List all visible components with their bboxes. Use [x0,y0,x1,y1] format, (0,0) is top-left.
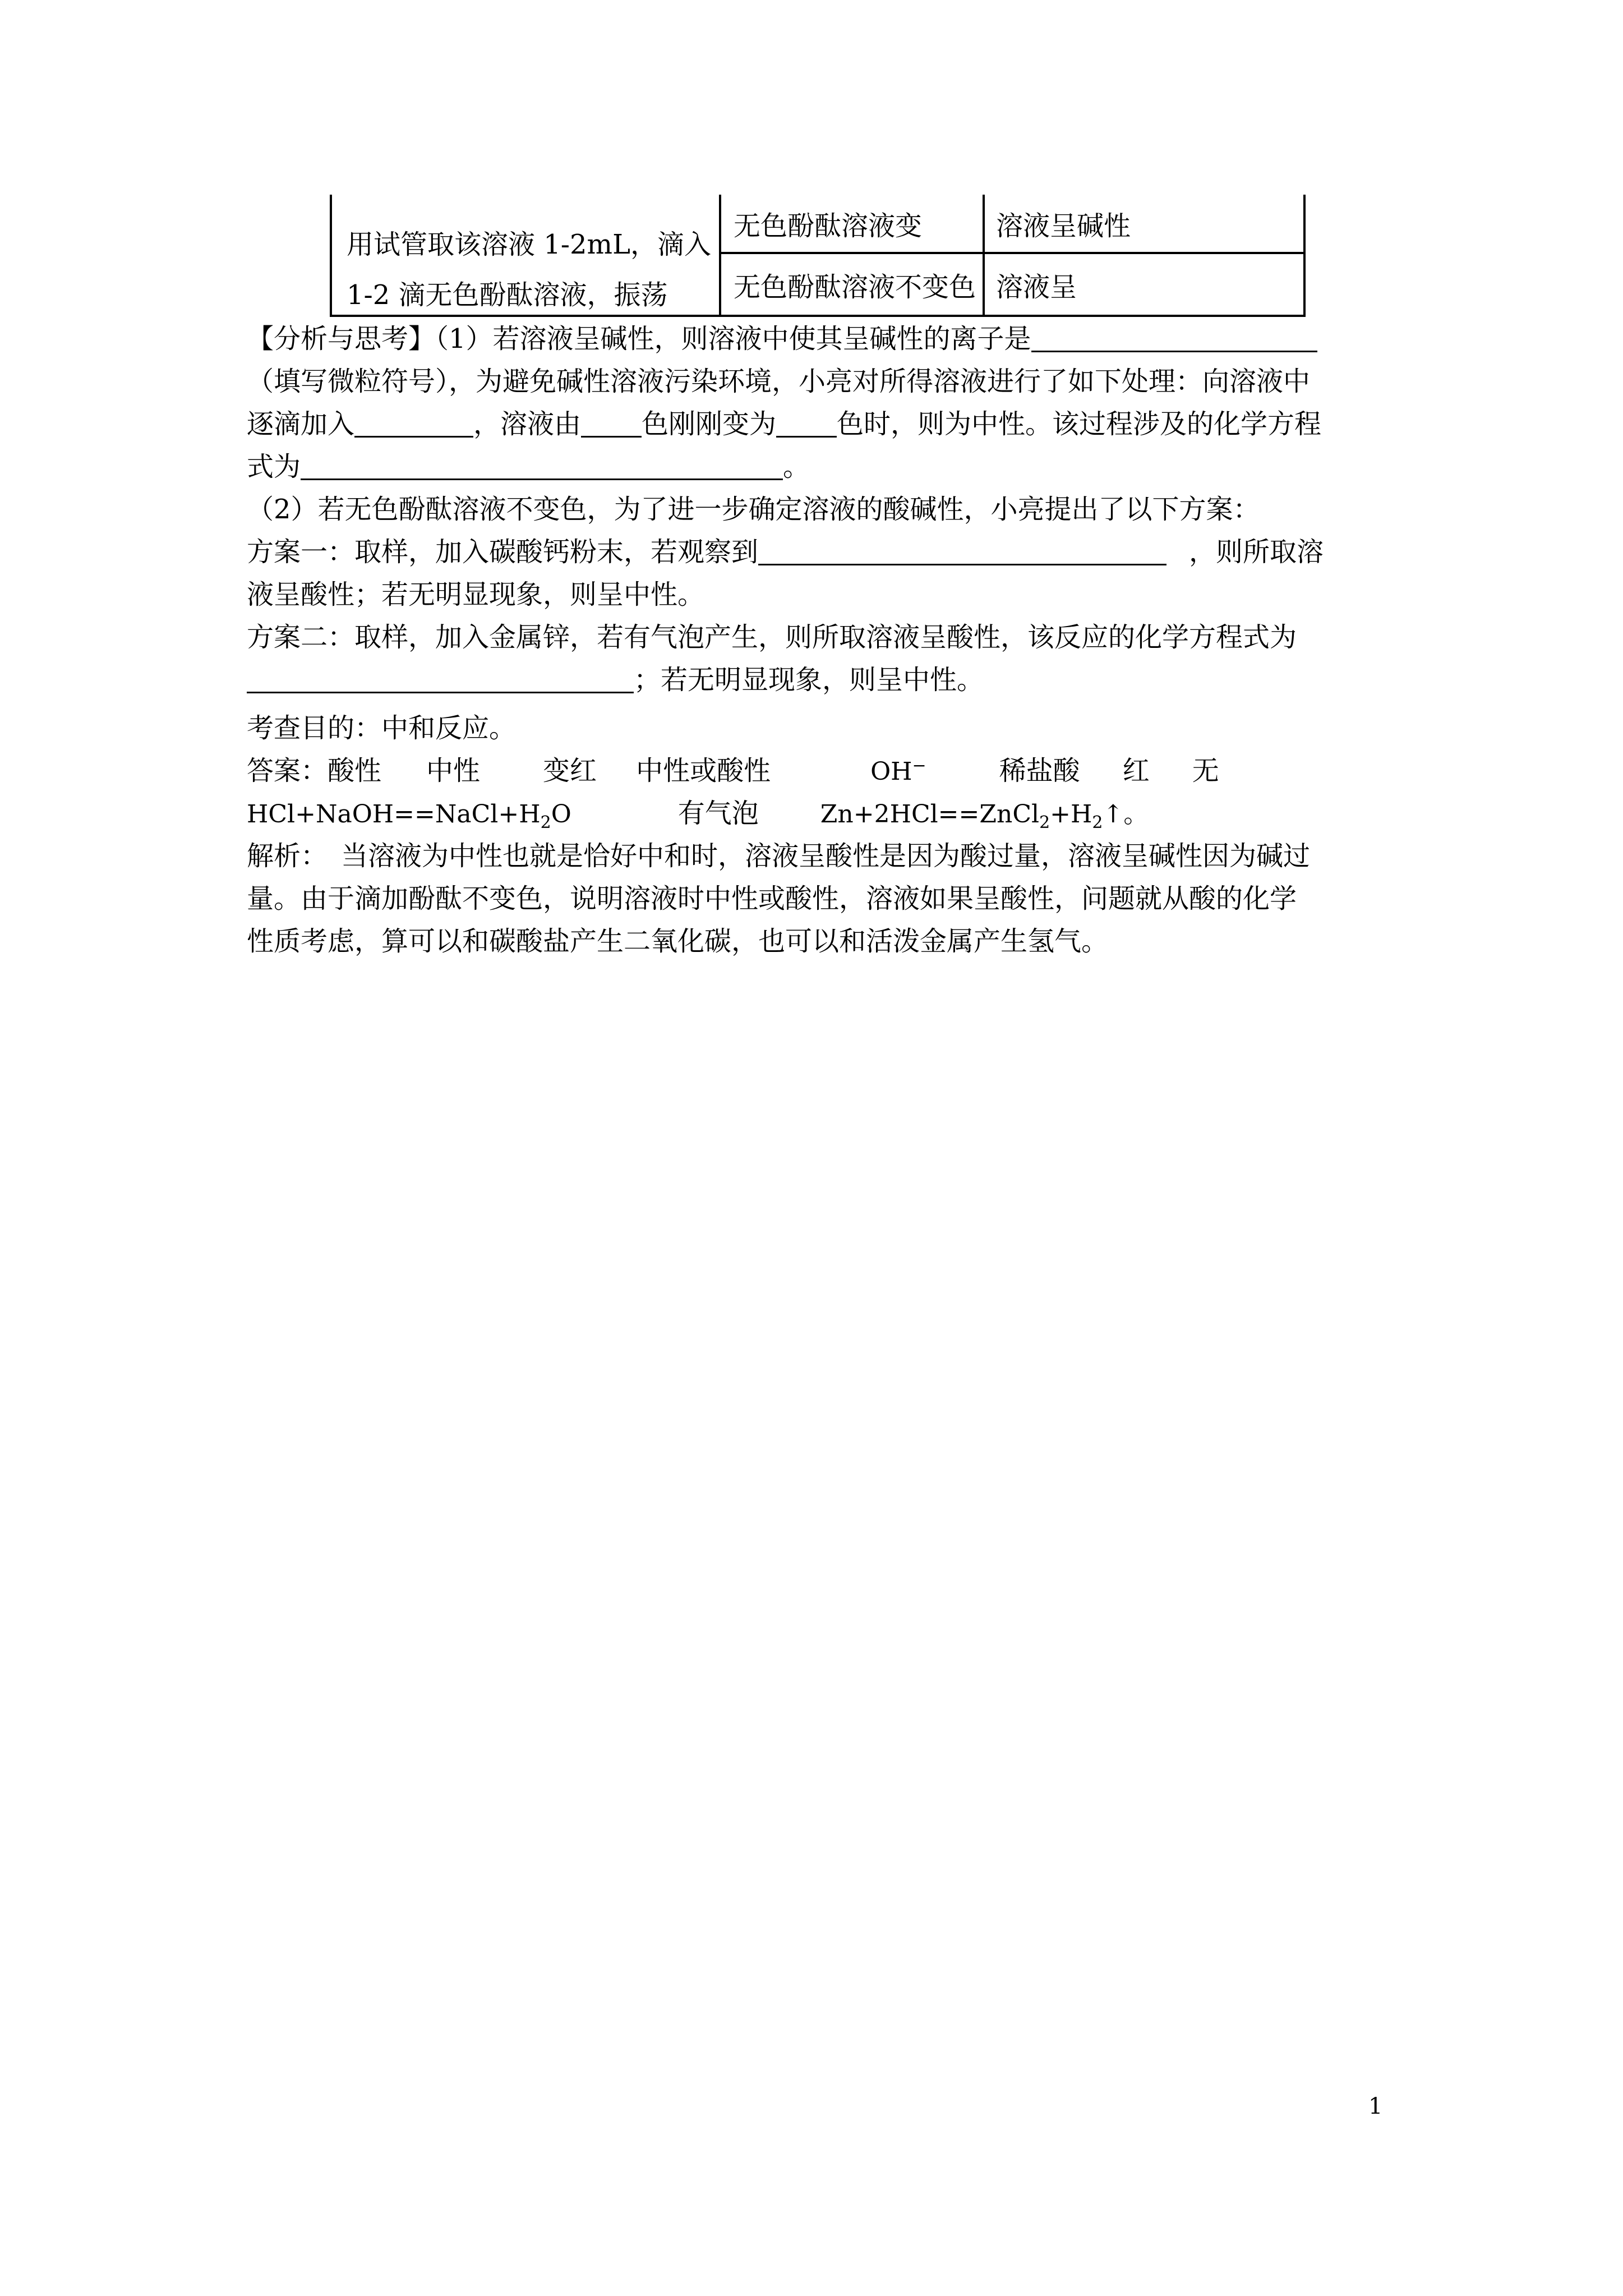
answer-item [870,757,926,786]
text-segment: ，溶液由 [473,408,582,440]
operation-cell [332,195,721,315]
phenomenon-cell: 无色酚酞溶液变 [734,210,923,242]
subscript: 2 [1039,812,1050,832]
explanation-line-3: 性质考虑，算可以和碳酸盐产生二氧化碳，也可以和活泼金属产生氢气。 [247,926,1109,957]
analysis-line-9 [247,660,1391,700]
equation-zinc [820,800,1149,832]
analysis-line-1 [247,319,1391,359]
equation-part: HCl+NaOH==NaCl+H [247,800,541,829]
answer-blank [581,408,642,438]
text-segment: 方案一：取样，加入碳酸钙粉末，若观察到 [247,536,759,568]
ion-symbol: OH [870,757,912,786]
answer-item: 酸性 [328,755,382,786]
answer-blank [1031,323,1317,352]
equation-neutralization [247,800,571,832]
operation-text [347,219,717,320]
answer-blank [758,536,1166,565]
answer-item: 无 [1192,755,1219,786]
text-segment: 逐滴加入 [247,408,355,440]
answer-item: 红 [1122,755,1150,786]
analysis-line-4 [247,447,1391,487]
analysis-line-6 [247,532,1391,572]
answer-blank [247,664,634,693]
purpose-line: 考查目的：中和反应。 [247,712,517,744]
conclusion-cell: 溶液呈 [996,271,1077,303]
equation-part: Zn+2HCl==ZnCl [820,800,1040,829]
answer-item: 稀盐酸 [999,755,1080,786]
analysis-line-5: （2）若无色酚酞溶液不变色，为了进一步确定溶液的酸碱性，小亮提出了以下方案： [247,494,1260,525]
answer-line-1 [247,751,1391,792]
table-column-divider [983,195,985,315]
text-segment: ；若无明显现象，则呈中性。 [634,664,984,696]
operation-line-2: 1-2 滴无色酚酞溶液，振荡 [347,279,668,311]
subscript: 2 [1092,812,1103,832]
equation-part: ↑。 [1103,800,1149,829]
explanation-line-1: 解析： 当溶液为中性也就是恰好中和时，溶液呈酸性是因为酸过量，溶液呈碱性因为碱过 [247,840,1311,872]
answer-blank [354,408,473,438]
operation-line-1: 用试管取该溶液 1-2mL，滴入 [347,229,711,260]
text-segment: 。 [783,451,810,482]
answer-blank [776,408,837,438]
answer-label: 答案： [247,755,328,786]
explanation-line-2: 量。由于滴加酚酞不变色，说明溶液时中性或酸性，溶液如果呈酸性，问题就从酸的化学 [247,883,1297,914]
equation-part: O [551,800,571,829]
answer-item: 中性 [426,755,481,786]
text-segment: ，则所取溶 [1189,536,1324,568]
equation-part: +H [1050,800,1092,829]
table-row [721,195,1303,254]
answer-item: 变红 [543,755,597,786]
analysis-line-2: （填写微粒符号），为避免碱性溶液污染环境，小亮对所得溶液进行了如下处理：向溶液中 [247,366,1311,397]
page-number: 1 [1368,2093,1383,2119]
analysis-line-8: 方案二：取样，加入金属锌，若有气泡产生，则所取溶液呈酸性，该反应的化学方程式为 [247,622,1297,653]
answer-blank [301,450,783,480]
phenomenon-cell: 无色酚酞溶液不变色 [734,271,976,303]
text-segment: 色刚刚变为 [642,408,777,440]
table-row [721,254,1303,315]
answer-line-2 [247,793,1391,835]
answer-item: 有气泡 [677,798,759,829]
answer-item: 中性或酸性 [636,755,771,786]
ion-charge: − [912,756,926,776]
analysis-line-7: 液呈酸性；若无明显现象，则呈中性。 [247,579,705,610]
experiment-table [330,195,1306,317]
conclusion-cell: 溶液呈碱性 [996,210,1131,242]
subscript: 2 [540,812,551,832]
text-segment: 式为 [247,451,301,482]
analysis-question-1: 【分析与思考】（1）若溶液呈碱性，则溶液中使其呈碱性的离子是 [247,323,1031,355]
analysis-line-3 [247,404,1391,444]
text-segment: 色时，则为中性。该过程涉及的化学方程 [837,408,1322,440]
